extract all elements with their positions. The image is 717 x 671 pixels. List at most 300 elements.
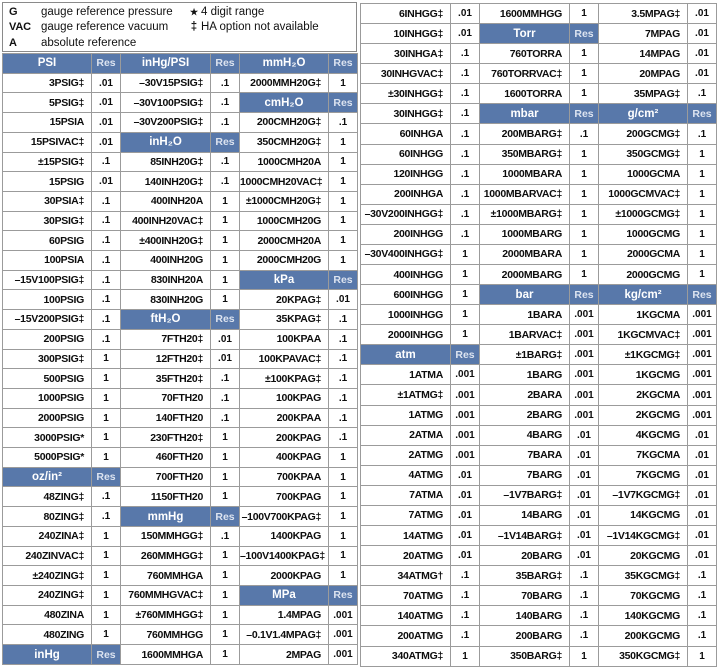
- range-code-cell: –30V200PSIG‡: [121, 113, 211, 133]
- section-header: cmH₂O: [240, 93, 329, 113]
- res-value-cell: .1: [211, 152, 240, 172]
- res-value-cell: 1: [211, 211, 240, 231]
- range-code-cell: –15V100PSIG‡: [3, 270, 92, 290]
- section-header: bar: [480, 285, 570, 305]
- range-code-cell: 700KPAG: [240, 487, 329, 507]
- range-code-cell: 240ZINVAC‡: [3, 546, 92, 566]
- res-column-header: Res: [329, 54, 358, 74]
- res-value-cell: .1: [570, 606, 599, 626]
- res-value-cell: .1: [211, 388, 240, 408]
- range-code-cell: 15PSIVAC‡: [3, 132, 92, 152]
- range-code-cell: ±100KPAG‡: [240, 369, 329, 389]
- range-code-cell: –0.1V1.4MPAG‡: [240, 625, 329, 645]
- range-code-cell: 830INH20A: [121, 270, 211, 290]
- range-code-cell: 3PSIG‡: [3, 73, 92, 93]
- reference-legend: [9, 5, 173, 51]
- range-code-cell: 100PSIA: [3, 251, 92, 271]
- left-pressure-range-panel: [2, 2, 357, 665]
- res-value-cell: .1: [451, 144, 480, 164]
- res-value-cell: 1: [92, 546, 121, 566]
- table-row: [3, 428, 358, 448]
- res-value-cell: 1: [570, 204, 599, 224]
- res-value-cell: 1: [329, 566, 358, 586]
- res-column-header: Res: [570, 24, 599, 44]
- res-value-cell: .1: [211, 526, 240, 546]
- range-code-cell: ±240ZING‡: [3, 566, 92, 586]
- range-code-cell: 7BARG: [480, 465, 570, 485]
- legend-box: [2, 2, 357, 52]
- res-value-cell: 1: [92, 526, 121, 546]
- table-row: [3, 172, 358, 192]
- range-code-cell: 100KPAA: [240, 329, 329, 349]
- res-value-cell: .001: [688, 305, 717, 325]
- res-value-cell: 1: [92, 605, 121, 625]
- range-code-cell: 760MMHGVAC‡: [121, 585, 211, 605]
- res-value-cell: 1: [451, 646, 480, 667]
- range-code-cell: 400INH20A: [121, 191, 211, 211]
- section-header: inHg/PSI: [121, 54, 211, 74]
- pressure-range-table-left: [2, 53, 358, 665]
- res-value-cell: 1: [329, 73, 358, 93]
- section-header: oz/in²: [3, 467, 92, 487]
- table-row: [3, 526, 358, 546]
- range-code-cell: 80ZING‡: [3, 507, 92, 527]
- range-code-cell: 300PSIG‡: [3, 349, 92, 369]
- res-value-cell: .01: [211, 349, 240, 369]
- range-code-cell: 230FTH20‡: [121, 428, 211, 448]
- range-code-cell: 200GCMG‡: [599, 124, 688, 144]
- table-row: [3, 408, 358, 428]
- res-value-cell: .1: [688, 626, 717, 646]
- res-value-cell: 1: [570, 646, 599, 667]
- range-code-cell: 70FTH20: [121, 388, 211, 408]
- range-code-cell: –30V200INHGG‡: [361, 204, 451, 224]
- res-value-cell: .001: [451, 405, 480, 425]
- res-value-cell: 1: [570, 4, 599, 24]
- res-value-cell: 1: [329, 211, 358, 231]
- range-code-cell: 240ZING‡: [3, 585, 92, 605]
- range-code-cell: ±15PSIG‡: [3, 152, 92, 172]
- res-value-cell: 1: [329, 172, 358, 192]
- range-code-cell: 7KGCMA: [599, 445, 688, 465]
- section-header: inH₂O: [121, 132, 211, 152]
- range-code-cell: 2BARG: [480, 405, 570, 425]
- table-row: [3, 566, 358, 586]
- right-pressure-range-panel: [360, 3, 715, 667]
- res-column-header: Res: [92, 54, 121, 74]
- table-row: [3, 290, 358, 310]
- res-value-cell: .01: [451, 485, 480, 505]
- range-code-cell: ±30INHGG‡: [361, 84, 451, 104]
- table-row: [361, 104, 717, 124]
- range-code-cell: 400KPAG: [240, 448, 329, 468]
- res-value-cell: .1: [451, 606, 480, 626]
- range-code-cell: 2000CMH20G: [240, 251, 329, 271]
- range-code-cell: 200PSIG: [3, 329, 92, 349]
- section-header: mmHg: [121, 507, 211, 527]
- range-code-cell: 240ZINA‡: [3, 526, 92, 546]
- res-value-cell: .001: [451, 445, 480, 465]
- range-code-cell: 1ATMA: [361, 365, 451, 385]
- res-value-cell: .01: [92, 132, 121, 152]
- range-code-cell: 60PSIG: [3, 231, 92, 251]
- range-code-cell: 15PSIA: [3, 113, 92, 133]
- res-value-cell: .1: [451, 224, 480, 244]
- section-header: mmH₂O: [240, 54, 329, 74]
- double-dagger-icon: ‡: [190, 21, 198, 34]
- res-value-cell: .1: [211, 369, 240, 389]
- table-row: [361, 505, 717, 525]
- range-code-cell: 2000MBARA: [480, 244, 570, 264]
- range-code-cell: 1KGCMG: [599, 365, 688, 385]
- res-column-header: Res: [688, 104, 717, 124]
- range-code-cell: 480ZINA: [3, 605, 92, 625]
- range-code-cell: –1V7BARG‡: [480, 485, 570, 505]
- range-code-cell: 760TORRVAC‡: [480, 64, 570, 84]
- res-value-cell: .1: [329, 388, 358, 408]
- res-value-cell: 1: [211, 645, 240, 665]
- res-value-cell: .1: [451, 44, 480, 64]
- res-value-cell: 1: [211, 467, 240, 487]
- section-header: mbar: [480, 104, 570, 124]
- table-row: [3, 546, 358, 566]
- range-code-cell: 350MBARG‡: [480, 144, 570, 164]
- range-code-cell: 1000GCMVAC‡: [599, 184, 688, 204]
- range-code-cell: 7BARA: [480, 445, 570, 465]
- range-code-cell: 140KGCMG: [599, 606, 688, 626]
- res-value-cell: .01: [451, 465, 480, 485]
- table-row: [3, 585, 358, 605]
- table-row: [361, 285, 717, 305]
- range-code-cell: 830INH20G: [121, 290, 211, 310]
- res-value-cell: .001: [570, 305, 599, 325]
- table-row: [361, 4, 717, 24]
- range-code-cell: –1V7KGCMG‡: [599, 485, 688, 505]
- range-code-cell: 2000INHGG: [361, 325, 451, 345]
- range-code-cell: 760TORRA: [480, 44, 570, 64]
- res-value-cell: 1: [570, 224, 599, 244]
- res-value-cell: .001: [688, 345, 717, 365]
- table-row: [3, 388, 358, 408]
- range-code-cell: 1KGCMA: [599, 305, 688, 325]
- range-code-cell: 2000GCMA: [599, 244, 688, 264]
- footnote-row: [187, 20, 319, 35]
- range-code-cell: 200ATMG: [361, 626, 451, 646]
- range-code-cell: 30PSIG‡: [3, 211, 92, 231]
- range-code-cell: 7MPAG: [599, 24, 688, 44]
- table-row: [361, 526, 717, 546]
- range-code-cell: 1000MBARA: [480, 164, 570, 184]
- res-value-cell: .1: [451, 586, 480, 606]
- res-value-cell: .01: [92, 73, 121, 93]
- range-code-cell: 700KPAA: [240, 467, 329, 487]
- range-code-cell: 35FTH20‡: [121, 369, 211, 389]
- footnote-row: [187, 5, 319, 20]
- range-code-cell: 30INHGA‡: [361, 44, 451, 64]
- range-code-cell: 4KGCMG: [599, 425, 688, 445]
- res-value-cell: .001: [570, 325, 599, 345]
- range-code-cell: 70KGCMG: [599, 586, 688, 606]
- res-value-cell: 1: [92, 369, 121, 389]
- range-code-cell: ±1000GCMG‡: [599, 204, 688, 224]
- res-value-cell: .01: [688, 546, 717, 566]
- res-value-cell: .001: [329, 605, 358, 625]
- range-code-cell: 140BARG: [480, 606, 570, 626]
- res-value-cell: .1: [92, 329, 121, 349]
- range-code-cell: –1V14KGCMG‡: [599, 526, 688, 546]
- table-row: [3, 132, 358, 152]
- res-value-cell: .1: [451, 566, 480, 586]
- res-value-cell: 1: [451, 325, 480, 345]
- table-row: [361, 546, 717, 566]
- res-value-cell: .1: [329, 408, 358, 428]
- res-value-cell: .01: [451, 4, 480, 24]
- range-code-cell: 7KGCMG: [599, 465, 688, 485]
- range-code-cell: ±400INH20G‡: [121, 231, 211, 251]
- section-header: inHg: [3, 645, 92, 665]
- legend-row: [9, 5, 173, 20]
- table-row: [361, 184, 717, 204]
- table-row: [3, 645, 358, 665]
- range-code-cell: 10INHGG‡: [361, 24, 451, 44]
- table-row: [361, 124, 717, 144]
- range-code-cell: 350KGCMG‡: [599, 646, 688, 667]
- footnote-legend: [187, 5, 319, 36]
- range-code-cell: 200BARG: [480, 626, 570, 646]
- legend-text: absolute reference: [41, 36, 137, 49]
- res-value-cell: 1: [451, 244, 480, 264]
- res-value-cell: 1: [570, 144, 599, 164]
- range-code-cell: 2000MMH20G‡: [240, 73, 329, 93]
- res-value-cell: .1: [211, 408, 240, 428]
- res-value-cell: .01: [688, 44, 717, 64]
- res-value-cell: .01: [451, 505, 480, 525]
- table-row: [3, 605, 358, 625]
- res-value-cell: .1: [451, 164, 480, 184]
- range-code-cell: 34ATMG†: [361, 566, 451, 586]
- range-code-cell: 4BARG: [480, 425, 570, 445]
- res-value-cell: .1: [570, 626, 599, 646]
- range-code-cell: –30V15PSIG‡: [121, 73, 211, 93]
- res-value-cell: .001: [451, 425, 480, 445]
- range-code-cell: 2000MBARG: [480, 265, 570, 285]
- res-value-cell: .001: [329, 625, 358, 645]
- res-value-cell: 1: [329, 132, 358, 152]
- res-value-cell: 1: [92, 585, 121, 605]
- table-row: [361, 405, 717, 425]
- res-value-cell: 1: [211, 487, 240, 507]
- range-code-cell: 100KPAG: [240, 388, 329, 408]
- res-value-cell: 1: [211, 191, 240, 211]
- range-code-cell: 4ATMG: [361, 465, 451, 485]
- res-value-cell: .1: [451, 204, 480, 224]
- legend-symbol: A: [9, 36, 17, 49]
- range-code-cell: 120INHGG: [361, 164, 451, 184]
- range-code-cell: 2ATMA: [361, 425, 451, 445]
- res-value-cell: 1: [570, 184, 599, 204]
- res-value-cell: .01: [570, 445, 599, 465]
- table-row: [3, 152, 358, 172]
- range-code-cell: 260MMHGG‡: [121, 546, 211, 566]
- res-value-cell: .01: [451, 24, 480, 44]
- res-value-cell: .01: [688, 485, 717, 505]
- res-value-cell: .1: [92, 310, 121, 330]
- res-value-cell: 1: [329, 507, 358, 527]
- range-code-cell: 1BARG: [480, 365, 570, 385]
- range-code-cell: 5000PSIG*: [3, 448, 92, 468]
- table-row: [361, 265, 717, 285]
- range-code-cell: 1BARA: [480, 305, 570, 325]
- range-code-cell: 200KPAA: [240, 408, 329, 428]
- range-code-cell: 60INHGG: [361, 144, 451, 164]
- res-value-cell: .1: [211, 172, 240, 192]
- range-code-cell: 760MMHGG: [121, 625, 211, 645]
- res-value-cell: 1: [688, 244, 717, 264]
- res-value-cell: .1: [688, 124, 717, 144]
- res-value-cell: 1: [688, 646, 717, 667]
- range-code-cell: 3.5MPAG‡: [599, 4, 688, 24]
- range-code-cell: 7FTH20‡: [121, 329, 211, 349]
- table-row: [361, 44, 717, 64]
- res-value-cell: .1: [92, 270, 121, 290]
- res-value-cell: .1: [688, 606, 717, 626]
- res-value-cell: .1: [570, 566, 599, 586]
- range-code-cell: 350CMH20G‡: [240, 132, 329, 152]
- range-code-cell: 460FTH20: [121, 448, 211, 468]
- res-value-cell: .001: [570, 345, 599, 365]
- range-code-cell: 2ATMG: [361, 445, 451, 465]
- res-value-cell: .001: [570, 365, 599, 385]
- res-value-cell: .1: [211, 73, 240, 93]
- table-row: [361, 465, 717, 485]
- star-icon: ★: [189, 7, 199, 17]
- res-value-cell: .1: [451, 104, 480, 124]
- range-code-cell: –30V400INHGG‡: [361, 244, 451, 264]
- res-value-cell: .001: [329, 645, 358, 665]
- table-row: [361, 244, 717, 264]
- footnote-text: 4 digit range: [201, 6, 265, 18]
- res-value-cell: 1: [211, 290, 240, 310]
- table-row: [3, 211, 358, 231]
- res-value-cell: 1: [329, 467, 358, 487]
- res-value-cell: .1: [570, 586, 599, 606]
- res-value-cell: .1: [688, 586, 717, 606]
- range-code-cell: 1BARVAC‡: [480, 325, 570, 345]
- section-header: ftH₂O: [121, 310, 211, 330]
- range-code-cell: 200CMH20G‡: [240, 113, 329, 133]
- range-code-cell: 20ATMG: [361, 546, 451, 566]
- range-code-cell: 200INHGG: [361, 224, 451, 244]
- res-value-cell: .01: [570, 546, 599, 566]
- res-value-cell: 1: [211, 428, 240, 448]
- range-code-cell: 1000CMH20VAC‡: [240, 172, 329, 192]
- range-code-cell: 14ATMG: [361, 526, 451, 546]
- res-value-cell: 1: [92, 388, 121, 408]
- range-code-cell: 200KPAG: [240, 428, 329, 448]
- res-value-cell: 1: [329, 526, 358, 546]
- res-value-cell: .1: [451, 184, 480, 204]
- res-value-cell: .01: [451, 546, 480, 566]
- table-row: [361, 24, 717, 44]
- res-value-cell: .001: [688, 405, 717, 425]
- legend-row: [9, 36, 173, 51]
- table-row: [361, 305, 717, 325]
- res-value-cell: .1: [92, 251, 121, 271]
- table-row: [361, 204, 717, 224]
- res-column-header: Res: [570, 285, 599, 305]
- res-value-cell: .001: [688, 325, 717, 345]
- res-value-cell: .01: [92, 172, 121, 192]
- range-code-cell: 1600TORRA: [480, 84, 570, 104]
- range-code-cell: 1000PSIG: [3, 388, 92, 408]
- range-code-cell: 30INHGG‡: [361, 104, 451, 124]
- range-code-cell: 2000GCMG: [599, 265, 688, 285]
- res-value-cell: 1: [92, 408, 121, 428]
- range-code-cell: 35KGCMG‡: [599, 566, 688, 586]
- table-row: [3, 310, 358, 330]
- table-row: [361, 425, 717, 445]
- range-code-cell: 1KGCMVAC‡: [599, 325, 688, 345]
- table-row: [3, 507, 358, 527]
- res-value-cell: .1: [451, 626, 480, 646]
- res-value-cell: .01: [570, 485, 599, 505]
- range-code-cell: ±1BARG‡: [480, 345, 570, 365]
- res-value-cell: 1: [329, 152, 358, 172]
- range-code-cell: –100V1400KPAG‡: [240, 546, 329, 566]
- table-row: [361, 445, 717, 465]
- res-value-cell: .01: [688, 465, 717, 485]
- res-value-cell: .01: [570, 505, 599, 525]
- res-value-cell: .001: [688, 365, 717, 385]
- res-value-cell: .1: [329, 349, 358, 369]
- footnote-text: HA option not available: [201, 21, 319, 34]
- res-value-cell: 1: [329, 448, 358, 468]
- res-value-cell: .1: [451, 124, 480, 144]
- range-code-cell: 7ATMA: [361, 485, 451, 505]
- res-value-cell: .01: [570, 465, 599, 485]
- range-code-cell: 48ZING‡: [3, 487, 92, 507]
- res-value-cell: 1: [211, 448, 240, 468]
- range-code-cell: 1000CMH20G: [240, 211, 329, 231]
- table-row: [361, 325, 717, 345]
- res-value-cell: 1: [451, 265, 480, 285]
- range-code-cell: 2000KPAG: [240, 566, 329, 586]
- range-code-cell: 12FTH20‡: [121, 349, 211, 369]
- res-column-header: Res: [329, 93, 358, 113]
- res-value-cell: 1: [329, 487, 358, 507]
- res-value-cell: .1: [570, 124, 599, 144]
- range-code-cell: ±1KGCMG‡: [599, 345, 688, 365]
- range-code-cell: 14KGCMG: [599, 505, 688, 525]
- table-row: [3, 625, 358, 645]
- section-header: PSI: [3, 54, 92, 74]
- legend-symbol: VAC: [9, 21, 31, 34]
- res-value-cell: 1: [329, 251, 358, 271]
- table-row: [3, 54, 358, 74]
- res-column-header: Res: [211, 507, 240, 527]
- range-code-cell: 2000CMH20A: [240, 231, 329, 251]
- section-header: atm: [361, 345, 451, 365]
- res-value-cell: 1: [92, 349, 121, 369]
- range-code-cell: 1000MBARG: [480, 224, 570, 244]
- res-value-cell: .1: [688, 84, 717, 104]
- res-value-cell: .01: [688, 505, 717, 525]
- res-value-cell: .001: [451, 385, 480, 405]
- range-code-cell: 60INHGA: [361, 124, 451, 144]
- res-value-cell: .1: [92, 231, 121, 251]
- range-code-cell: 14MPAG: [599, 44, 688, 64]
- res-value-cell: .1: [329, 428, 358, 448]
